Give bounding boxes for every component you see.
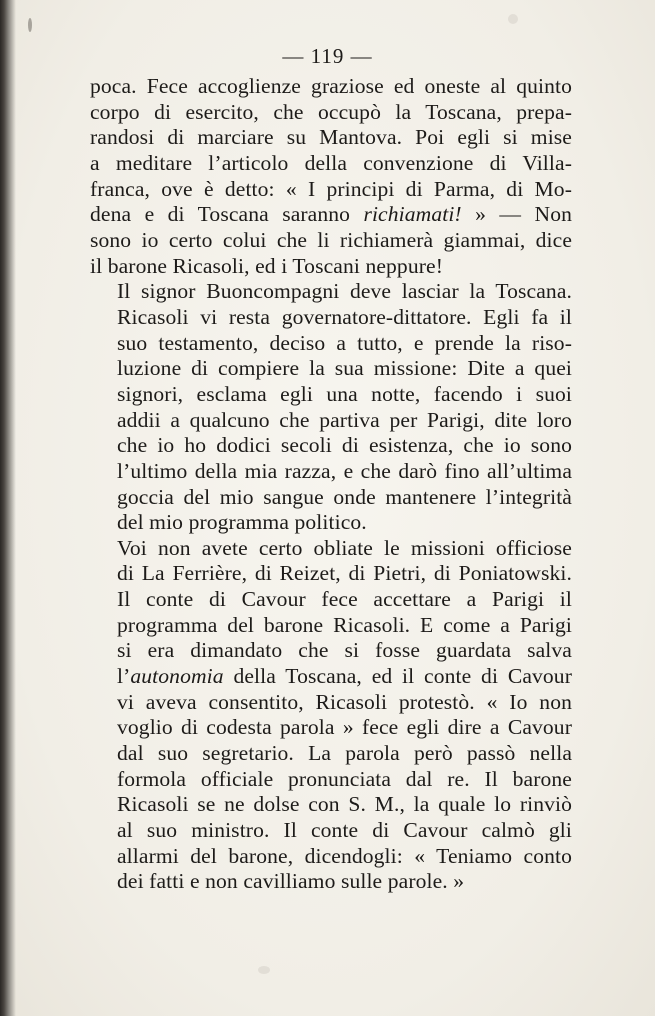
paragraph xyxy=(90,279,572,536)
text-line: dei fatti e non cavilliamo sulle parole. » xyxy=(117,869,465,894)
text-line: vi aveva consentito, Ricasoli protestò. « Io non xyxy=(117,689,572,714)
paper-spot xyxy=(508,14,518,24)
text-line: Il signor Buoncompagni deve lasciar la Toscana. xyxy=(117,279,572,304)
paper-spot xyxy=(258,966,270,974)
italic-text: autonomia xyxy=(130,664,224,689)
text-line: di La Ferrière, di Reizet, di Pietri, di Poniatowski. xyxy=(117,561,572,586)
text-line: si era dimandato che si fosse guardata salva xyxy=(117,638,572,663)
text-line: al suo ministro. Il conte di Cavour calmò gli xyxy=(117,818,572,843)
text-line: franca, ove è detto: « I principi di Parma, di Mo- xyxy=(90,176,572,201)
text-line: che io ho dodici secoli di esistenza, che io sono xyxy=(117,433,572,458)
paragraph xyxy=(90,74,572,279)
text-line: dena e di Toscana saranno richiamati! » — Non xyxy=(90,202,572,227)
text-line: Ricasoli se ne dolse con S. M., la quale lo rinviò xyxy=(117,792,572,817)
text-line: il barone Ricasoli, ed i Toscani neppure! xyxy=(90,253,443,278)
text-line: voglio di codesta parola » fece egli dire a Cavour xyxy=(117,715,572,740)
text-line: corpo di esercito, che occupò la Toscana, prepa- xyxy=(90,99,572,124)
text-line: l’autonomia della Toscana, ed il conte di Cavour xyxy=(117,664,572,689)
text-line: a meditare l’articolo della convenzione di Villa- xyxy=(90,150,572,175)
text-line: l’ultimo della mia razza, e che darò fino all’ultima xyxy=(117,458,572,483)
text-line: goccia del mio sangue onde mantenere l’integrità xyxy=(117,484,572,509)
text-line: suo testamento, deciso a tutto, e prende la riso- xyxy=(117,330,572,355)
text-line: randosi di marciare su Mantova. Poi egli si mise xyxy=(90,125,572,150)
italic-text: richiamati! xyxy=(363,202,462,227)
text-line: del mio programma politico. xyxy=(117,510,367,535)
page-binding-shadow xyxy=(0,0,16,1016)
text-line: signori, esclama egli una notte, facendo i suoi xyxy=(117,381,572,406)
text-line: luzione di compiere la sua missione: Dite a quei xyxy=(117,356,572,381)
text-line: addii a qualcuno che partiva per Parigi, dite loro xyxy=(117,407,572,432)
text-line: Il conte di Cavour fece accettare a Parigi il xyxy=(117,587,572,612)
text-line: Voi non avete certo obliate le missioni officiose xyxy=(117,535,572,560)
text-line: dal suo segretario. La parola però passò nella xyxy=(117,741,572,766)
text-line: programma del barone Ricasoli. E come a Parigi xyxy=(117,612,572,637)
page-number: — 119 — xyxy=(282,44,373,68)
text-line: Ricasoli vi resta governatore-dittatore. Egli fa il xyxy=(117,304,572,329)
text-line: formola officiale pronunciata dal re. Il barone xyxy=(117,766,572,791)
paper-spot xyxy=(28,18,32,32)
text-line: sono io certo colui che li richiamerà giammai, dice xyxy=(90,227,572,252)
body-text xyxy=(90,74,572,895)
text-line: allarmi del barone, dicendogli: « Teniamo conto xyxy=(117,843,572,868)
paragraph xyxy=(90,536,572,895)
text-line: poca. Fece accoglienze graziose ed oneste al quinto xyxy=(90,74,572,98)
